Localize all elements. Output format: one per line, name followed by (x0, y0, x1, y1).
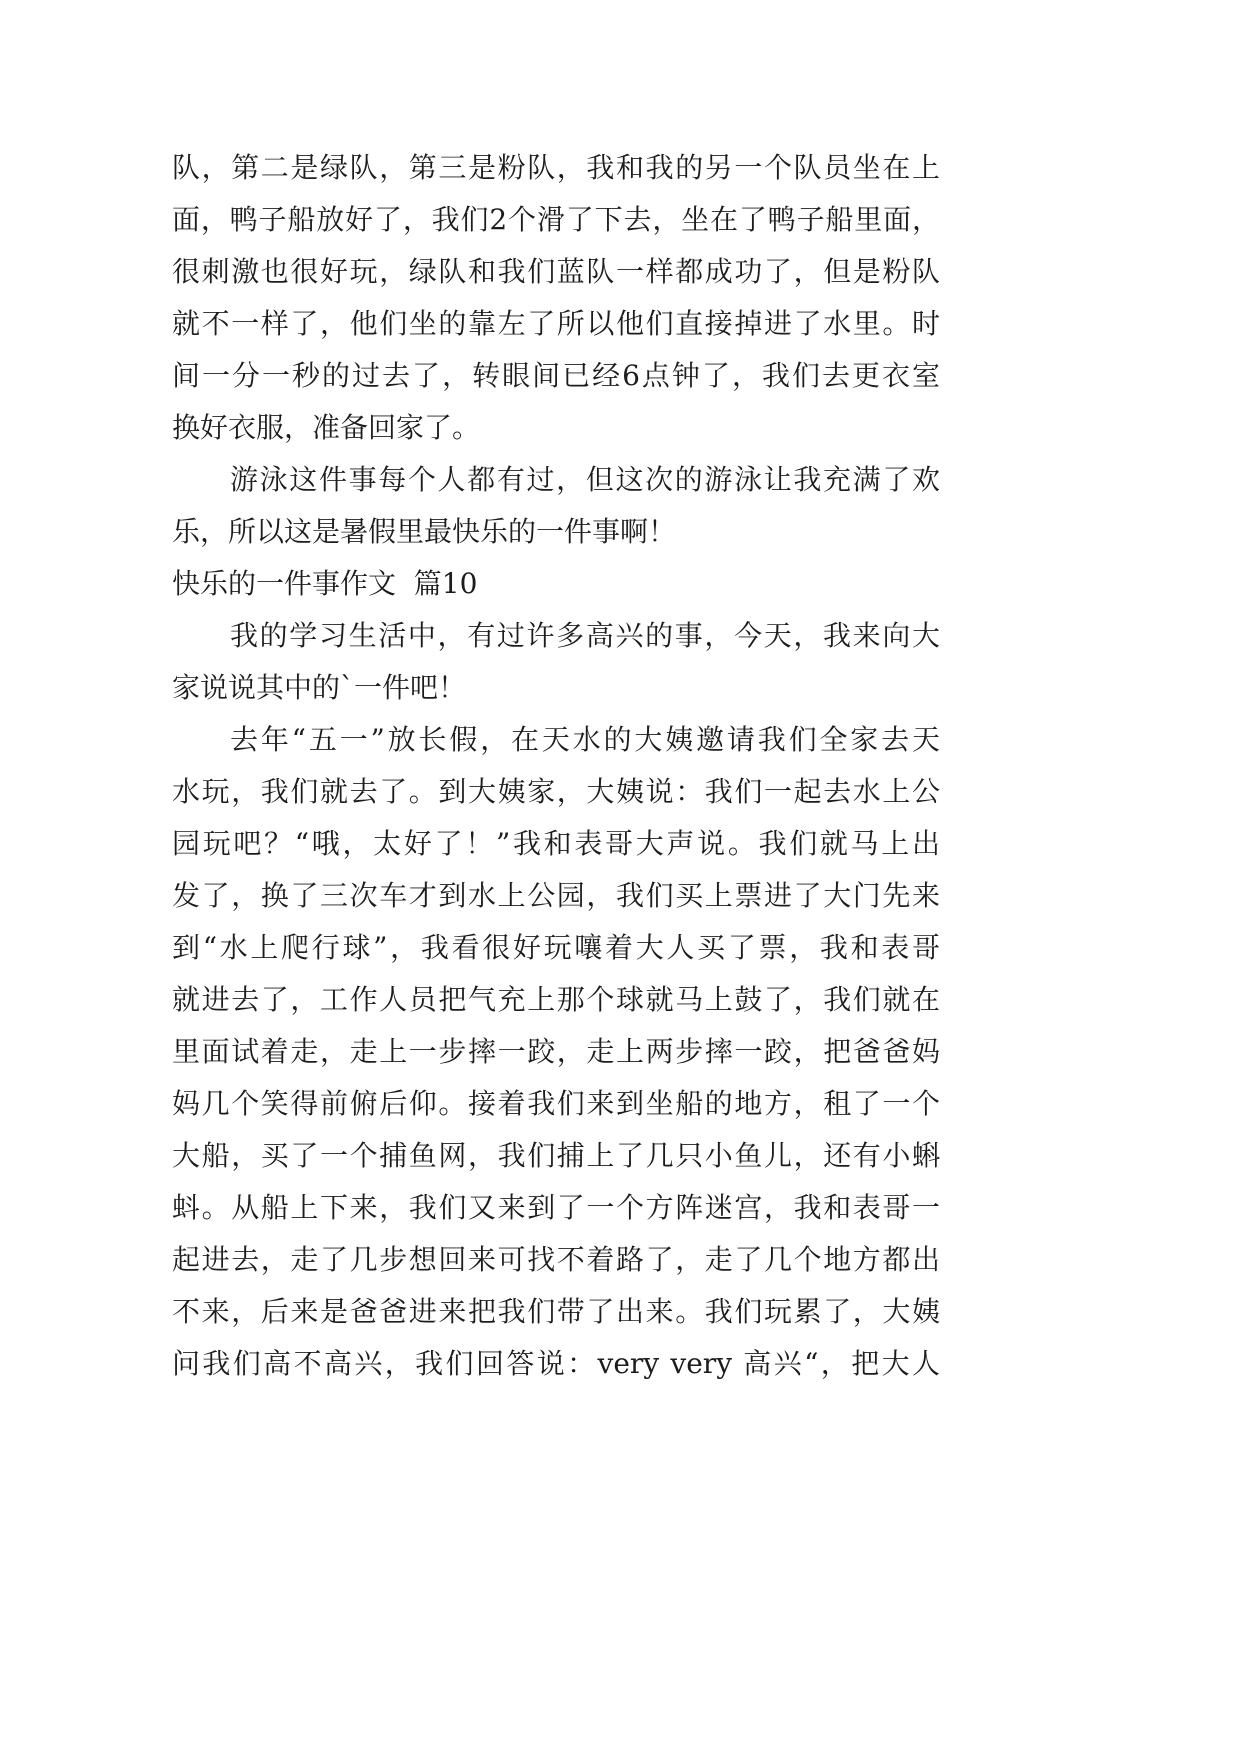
text-line: 就进去了，工作人员把气充上那个球就马上鼓了，我们就在 (172, 983, 940, 1016)
text-line: 起进去，走了几步想回来可找不着路了，走了几个地方都出 (172, 1243, 940, 1276)
text-line: 乐，所以这是暑假里最快乐的一件事啊！ (172, 515, 677, 548)
text-line: 水玩，我们就去了。到大姨家，大姨说：我们一起去水上公 (172, 775, 940, 808)
text-line: 去年“五一”放长假，在天水的大姨邀请我们全家去天 (230, 723, 940, 756)
text-line: 换好衣服，准备回家了。 (172, 411, 481, 444)
text-line: 大船，买了一个捕鱼网，我们捕上了几只小鱼儿，还有小蝌 (172, 1139, 940, 1172)
text-line: 园玩吧？“哦，太好了！”我和表哥大声说。我们就马上出 (172, 827, 940, 860)
text-line: 家说说其中的`一件吧！ (172, 671, 467, 704)
text-line: 不来，后来是爸爸进来把我们带了出来。我们玩累了，大姨 (172, 1295, 940, 1328)
text-line: 很刺激也很好玩，绿队和我们蓝队一样都成功了，但是粉队 (172, 255, 940, 288)
text-line: 面，鸭子船放好了，我们2个滑了下去，坐在了鸭子船里面， (172, 203, 940, 236)
section-heading: 快乐的一件事作文 篇10 (172, 567, 478, 600)
text-line: 发了，换了三次车才到水上公园，我们买上票进了大门先来 (172, 879, 940, 912)
text-line: 到“水上爬行球”，我看很好玩嚷着大人买了票，我和表哥 (172, 931, 940, 964)
text-line: 妈几个笑得前俯后仰。接着我们来到坐船的地方，租了一个 (172, 1087, 940, 1120)
text-line: 就不一样了，他们坐的靠左了所以他们直接掉进了水里。时 (172, 307, 940, 340)
document-body (172, 142, 940, 1390)
text-line: 间一分一秒的过去了，转眼间已经6点钟了，我们去更衣室 (172, 359, 940, 392)
text-line: 我的学习生活中，有过许多高兴的事，今天，我来向大 (230, 619, 940, 652)
text-line: 蚪。从船上下来，我们又来到了一个方阵迷宫，我和表哥一 (172, 1191, 940, 1224)
text-line: 问我们高不高兴，我们回答说：very very 高兴“，把大人 (172, 1347, 940, 1380)
text-line: 游泳这件事每个人都有过，但这次的游泳让我充满了欢 (230, 463, 940, 496)
text-line: 队，第二是绿队，第三是粉队，我和我的另一个队员坐在上 (172, 151, 940, 184)
text-line: 里面试着走，走上一步摔一跤，走上两步摔一跤，把爸爸妈 (172, 1035, 940, 1068)
